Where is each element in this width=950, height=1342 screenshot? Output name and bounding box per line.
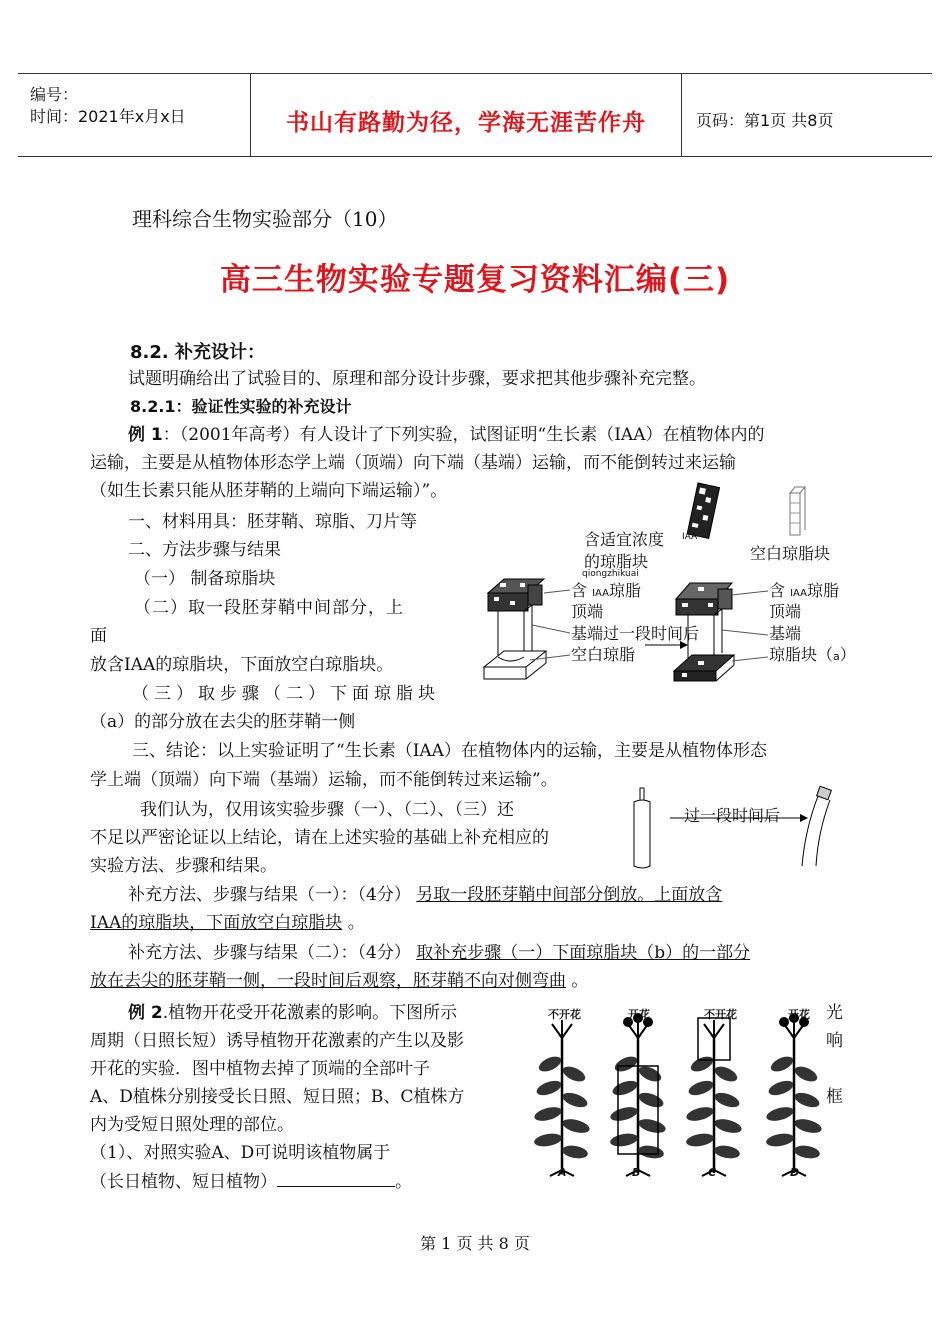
supp1-line1: 补充方法、步骤与结果（一）：（4分） 另取一段胚芽鞘中间部分倒放。上面放含 [128,885,723,905]
section-intro: 试题明确给出了试验目的、原理和部分设计步骤，要求把其他步骤补充完整。 [128,369,706,389]
example2-tail4: 框 [826,1087,843,1107]
supp1-answer-part1: 另取一段胚芽鞘中间部分倒放。上面放含 [416,885,723,905]
blank-agar-label: 空白琼脂块 [750,544,831,563]
right-label-base: 基端 [769,624,802,643]
example2-tail2: 响 [826,1031,843,1051]
page-info: 页码：第1页 共8页 [696,111,834,130]
conclusion-line1: 三、结论：以上实验证明了“生长素（IAA）在植物体内的运输，主要是从植物体形态 [132,741,767,761]
plant-d-top-label: 开花 [788,1008,810,1021]
step2b: 面 [90,626,107,646]
agar-iaa-label-1: 含适宜浓度 [584,530,665,549]
straight-coleoptile-icon [634,788,650,868]
plant-c-top-label: 不开花 [704,1008,737,1021]
after-label-2: 过一段时间后 [684,806,781,825]
answer-blank[interactable] [277,1168,395,1187]
plant-b-letter: B [632,1166,641,1179]
materials: 一、材料用具：胚芽鞘、琼脂、刀片等 [128,512,417,532]
time-label: 时间：2021年x月x日 [30,107,186,126]
think-line3: 实验方法、步骤和结果。 [90,856,277,876]
header-table [18,73,932,157]
example1-line2: 运输，主要是从植物体形态学上端（顶端）向下端（基端）运输，而不能倒转过来运输 [90,453,736,473]
pinyin-label: qiongzhikuai [582,569,639,579]
page-footer: 第 1 页 共 8 页 [420,1234,530,1253]
example1-label: 例 1 [128,425,163,445]
supp2-line1: 补充方法、步骤与结果（二）：（4分） 取补充步骤（一）下面琼脂块（b）的一部分 [128,943,751,963]
header-left-cell [18,74,251,156]
series-title: 理科综合生物实验部分（10） [132,207,398,231]
plant-d-icon [765,1013,823,1176]
example2-line3: 开花的实验．图中植物去掉了顶端的全部叶子 [90,1059,430,1079]
supp1-line2: IAA的琼脂块，下面放空白琼脂块 。 [90,913,365,933]
supp2-answer-part2: 放在去尖的胚芽鞘一侧，一段时间后观察，胚芽鞘不向对侧弯曲 [90,971,566,991]
example1-line3: （如生长素只能从胚芽鞘的上端向下端运输）”。 [90,481,448,501]
blank-agar-block-icon [790,487,805,535]
iaa-tag: IAA [682,532,698,542]
right-label-block-a: 琼脂块（a） [769,645,856,664]
step3b: （a）的部分放在去尖的胚芽鞘一侧 [90,712,356,732]
supp1-answer-part2: IAA的琼脂块，下面放空白琼脂块 [90,913,343,933]
think-line2: 不足以严密论证以上结论，请在上述实验的基础上补充相应的 [90,828,549,848]
plant-c-icon [685,1018,743,1176]
conclusion-line2: 学上端（顶端）向下端（基端）运输，而不能倒转过来运输”。 [90,770,558,790]
section-heading: 8.2. 补充设计： [130,342,265,363]
question1-line2: （长日植物、短日植物） 。 [90,1168,412,1196]
agar-iaa-label-2: 的琼脂块 [584,552,649,571]
step3a: （三）取步骤（二）下面琼脂块 [132,684,440,704]
example1-line1 [128,421,764,449]
plant-a-top-label: 不开花 [548,1008,581,1021]
header-motto: 书山有路勤为径，学海无涯苦作舟 [286,110,646,136]
example2-line1: 例 2.植物开花受开花激素的影响。下图所示 [128,1003,458,1023]
number-label: 编号： [30,85,79,104]
example2-line2: 周期（日照长短）诱导植物开花激素的产生以及影 [90,1031,464,1051]
plant-b-icon [609,1013,667,1176]
supp2-answer-part1: 取补充步骤（一）下面琼脂块（b）的一部分 [416,943,751,963]
plant-a-icon [533,1020,591,1176]
plant-a-letter: A [558,1166,567,1179]
plant-b-top-label: 开花 [628,1008,650,1021]
step1: （一） 制备琼脂块 [134,569,276,589]
page-title: 高三生物实验专题复习资料汇编(三) [219,262,731,298]
question1-line1: （1）、对照实验A、D可说明该植物属于 [90,1143,391,1163]
sub-heading: 8.2.1：验证性实验的补充设计 [130,397,352,416]
iaa-agar-block-icon [687,483,719,538]
header-mid-cell [251,74,682,156]
right-label-top: 顶端 [769,602,802,621]
example1-line1-text: ：（2001年高考）有人设计了下列实验，试图证明“生长素（IAA）在植物体内的 [162,425,765,445]
right-label-contains: 含 IAA琼脂 [769,581,840,600]
plant-c-letter: C [708,1166,717,1179]
step2c: 放含IAA的琼脂块，下面放空白琼脂块。 [90,655,394,675]
left-coleoptile-setup [484,579,546,679]
think-line1: 我们认为，仅用该实验步骤（一）、（二）、（三）还 [140,800,514,820]
left-label-top: 顶端 [571,602,604,621]
step2a: （二）取一段胚芽鞘中间部分，上 [134,598,404,618]
left-label-base-after: 基端过一段时间后 [571,624,700,643]
example2-tail1: 光 [826,1003,843,1023]
supp2-line2: 放在去尖的胚芽鞘一侧，一段时间后观察，胚芽鞘不向对侧弯曲 。 [90,971,589,991]
plant-d-letter: D [790,1166,800,1179]
header-right-cell [682,74,932,156]
example2-line4: A、D植株分别接受长日照、短日照；B、C植株方 [90,1087,465,1107]
bent-coleoptile-icon [802,786,831,866]
methods: 二、方法步骤与结果 [128,540,281,560]
example2-line5: 内为受短日照处理的部位。 [90,1115,294,1135]
example2-label: 例 2 [128,1003,163,1023]
left-label-contains: 含 IAA琼脂 [571,581,642,600]
left-label-blank: 空白琼脂 [571,645,636,664]
plants-figure [530,998,830,1198]
